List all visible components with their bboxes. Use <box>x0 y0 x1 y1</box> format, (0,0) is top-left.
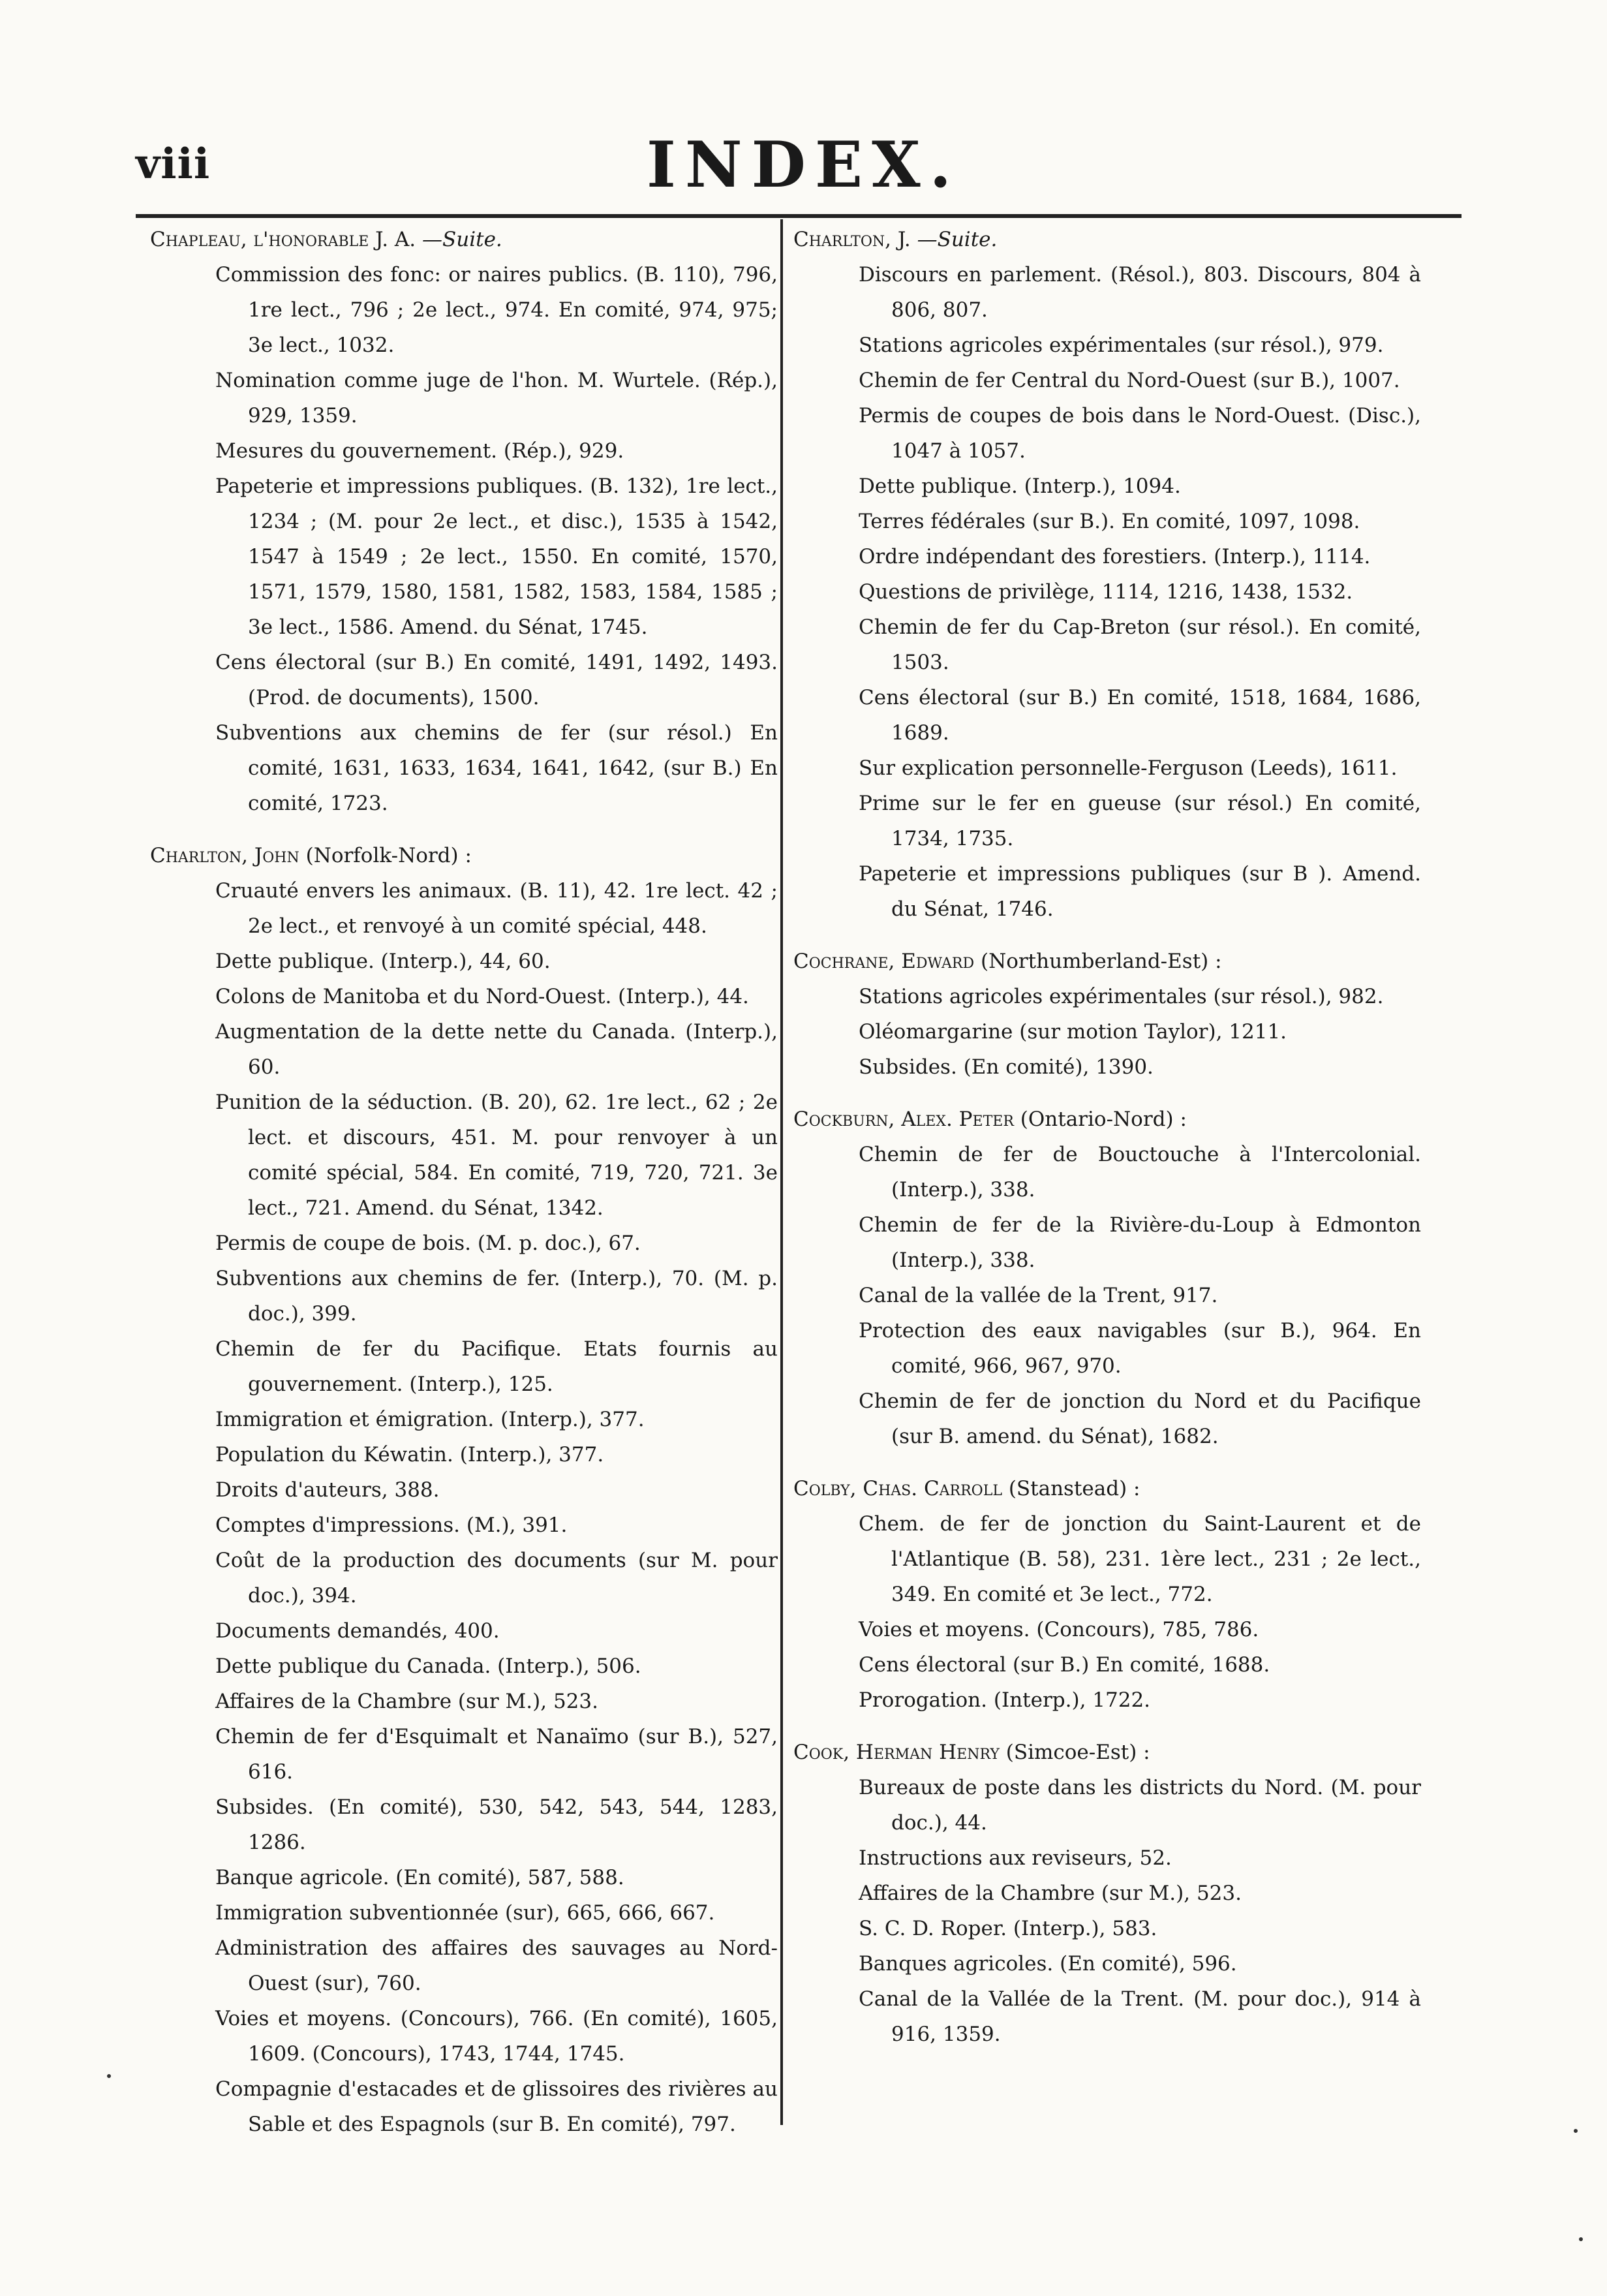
entry-reference: Augmentation de la dette nette du Canada. (Interp.), 60. <box>215 1020 778 1079</box>
entry-reference: Punition de la séduction. (B. 20), 62. 1re lect., 62 ; 2e lect. et discours, 451. M. pour renvoyer à un comité spécial, 584. En comité, 719, 720, 721. 3e lect., 721. Amend. du Sénat, 1342. <box>215 1091 778 1220</box>
entry-reference: Affaires de la Chambre (sur M.), 523. <box>859 1882 1242 1905</box>
entry-reference: Immigration subventionnée (sur), 665, 666, 667. <box>215 1901 715 1925</box>
entry-reference: Compagnie d'estacades et de glissoires des rivières au Sable et des Espagnols (sur B. En comité), 797. <box>215 2077 778 2136</box>
entry-reference: Nomination comme juge de l'hon. M. Wurtele. (Rép.), 929, 1359. <box>215 369 778 427</box>
header-rule <box>136 214 1462 218</box>
entry-suffix: (Northumberland-Est) : <box>980 950 1222 973</box>
entry-name: Chapleau, l'honorable J. A. <box>150 228 416 251</box>
entry-reference: Permis de coupe de bois. (M. p. doc.), 67. <box>215 1232 641 1255</box>
index-entry <box>793 944 1421 1085</box>
entry-reference: Stations agricoles expérimentales (sur résol.), 982. <box>859 985 1384 1008</box>
entry-reference: Chemin de fer du Pacifique. Etats fournis au gouvernement. (Interp.), 125. <box>215 1337 778 1396</box>
index-entry <box>793 1102 1421 1454</box>
left-column <box>150 222 778 2159</box>
stray-mark <box>1579 2237 1583 2241</box>
page-title: INDEX. <box>647 128 960 202</box>
entry-reference: Dette publique. (Interp.), 1094. <box>859 474 1181 498</box>
entry-reference: Dette publique du Canada. (Interp.), 506. <box>215 1654 641 1678</box>
entry-reference: Chemin de fer d'Esquimalt et Nanaïmo (sur B.), 527, 616. <box>215 1725 778 1784</box>
entry-reference: Prime sur le fer en gueuse (sur résol.) En comité, 1734, 1735. <box>859 792 1421 850</box>
entry-name: Charlton, John <box>150 844 299 867</box>
entry-reference: Terres fédérales (sur B.). En comité, 1097, 1098. <box>859 510 1360 533</box>
entry-reference: Stations agricoles expérimentales (sur résol.), 979. <box>859 334 1384 357</box>
entry-reference: Affaires de la Chambre (sur M.), 523. <box>215 1690 598 1713</box>
entry-heading <box>793 222 1421 257</box>
entry-reference: Bureaux de poste dans les districts du Nord. (M. pour doc.), 44. <box>859 1776 1421 1835</box>
entry-reference: Dette publique. (Interp.), 44, 60. <box>215 950 551 973</box>
entry-reference: Sur explication personnelle-Ferguson (Leeds), 1611. <box>859 756 1398 780</box>
entry-reference: S. C. D. Roper. (Interp.), 583. <box>859 1917 1157 1940</box>
entry-reference: Immigration et émigration. (Interp.), 377. <box>215 1408 645 1431</box>
entry-reference: Chemin de fer du Cap-Breton (sur résol.). En comité, 1503. <box>859 615 1421 674</box>
entry-reference: Documents demandés, 400. <box>215 1619 500 1643</box>
entry-reference: Papeterie et impressions publiques (sur B ). Amend. du Sénat, 1746. <box>859 862 1421 921</box>
entry-name: Cockburn, Alex. Peter <box>793 1108 1014 1131</box>
entry-heading <box>793 1735 1421 1770</box>
entry-reference: Canal de la Vallée de la Trent. (M. pour doc.), 914 à 916, 1359. <box>859 1987 1421 2046</box>
stray-mark <box>1574 2129 1578 2133</box>
entry-heading <box>150 838 778 873</box>
entry-suffix: (Norfolk-Nord) : <box>305 844 472 867</box>
entry-name: Cook, Herman Henry <box>793 1741 1000 1764</box>
entry-reference: Mesures du gouvernement. (Rép.), 929. <box>215 439 624 463</box>
entry-suffix: —Suite. <box>917 228 998 251</box>
entry-suffix: (Simcoe-Est) : <box>1005 1741 1150 1764</box>
entry-reference: Population du Kéwatin. (Interp.), 377. <box>215 1443 604 1466</box>
entry-reference: Instructions aux reviseurs, 52. <box>859 1846 1172 1870</box>
entry-reference: Discours en parlement. (Résol.), 803. Discours, 804 à 806, 807. <box>859 263 1421 322</box>
entry-reference: Chemin de fer Central du Nord-Ouest (sur B.), 1007. <box>859 369 1400 392</box>
entry-reference: Canal de la vallée de la Trent, 917. <box>859 1284 1218 1307</box>
entry-reference: Chemin de fer de Bouctouche à l'Intercolonial. (Interp.), 338. <box>859 1143 1421 1202</box>
entry-reference: Cens électoral (sur B.) En comité, 1688. <box>859 1653 1270 1677</box>
entry-reference: Questions de privilège, 1114, 1216, 1438, 1532. <box>859 580 1353 604</box>
index-entry <box>793 1471 1421 1718</box>
right-column <box>793 222 1421 2069</box>
entry-reference: Papeterie et impressions publiques. (B. 132), 1re lect., 1234 ; (M. pour 2e lect., et disc.), 1535 à 1542, 1547 à 1549 ; 2e lect., 1550. En comité, 1570, 1571, 1579, 1580, 1581, 1582, 1583, 1584, 1585 ; 3e lect., 1586. Amend. du Sénat, 1745. <box>215 474 778 639</box>
entry-reference: Protection des eaux navigables (sur B.), 964. En comité, 966, 967, 970. <box>859 1319 1421 1378</box>
entry-reference: Ordre indépendant des forestiers. (Interp.), 1114. <box>859 545 1371 568</box>
index-entry <box>150 838 778 2142</box>
entry-reference: Subsides. (En comité), 530, 542, 543, 544, 1283, 1286. <box>215 1795 778 1854</box>
entry-name: Cochrane, Edward <box>793 950 975 973</box>
page-number: viii <box>136 140 211 189</box>
entry-reference: Droits d'auteurs, 388. <box>215 1478 440 1502</box>
entry-name: Charlton, J. <box>793 228 911 251</box>
entry-reference: Subventions aux chemins de fer (sur résol.) En comité, 1631, 1633, 1634, 1641, 1642, (sur B.) En comité, 1723. <box>215 721 778 815</box>
entry-reference: Comptes d'impressions. (M.), 391. <box>215 1513 568 1537</box>
entry-reference: Commission des fonc: or naires publics. (B. 110), 796, 1re lect., 796 ; 2e lect., 974. En comité, 974, 975; 3e lect., 1032. <box>215 263 778 357</box>
index-entry <box>150 222 778 821</box>
entry-reference: Administration des affaires des sauvages au Nord-Ouest (sur), 760. <box>215 1936 778 1995</box>
index-entry <box>793 222 1421 927</box>
entry-reference: Prorogation. (Interp.), 1722. <box>859 1688 1151 1712</box>
entry-reference: Cens électoral (sur B.) En comité, 1518, 1684, 1686, 1689. <box>859 686 1421 745</box>
entry-heading <box>793 944 1421 979</box>
entry-reference: Colons de Manitoba et du Nord-Ouest. (Interp.), 44. <box>215 985 749 1008</box>
stray-mark <box>107 2074 111 2078</box>
entry-suffix: (Ontario-Nord) : <box>1020 1108 1187 1131</box>
entry-reference: Subventions aux chemins de fer. (Interp.), 70. (M. p. doc.), 399. <box>215 1267 778 1326</box>
entry-reference: Subsides. (En comité), 1390. <box>859 1055 1154 1079</box>
entry-suffix: (Stanstead) : <box>1008 1477 1140 1500</box>
entry-reference: Coût de la production des documents (sur M. pour doc.), 394. <box>215 1549 778 1607</box>
entry-reference: Permis de coupes de bois dans le Nord-Ouest. (Disc.), 1047 à 1057. <box>859 404 1421 463</box>
entry-reference: Voies et moyens. (Concours), 785, 786. <box>859 1618 1259 1641</box>
column-divider <box>780 219 783 2125</box>
entry-reference: Cens électoral (sur B.) En comité, 1491, 1492, 1493. (Prod. de documents), 1500. <box>215 651 778 709</box>
entry-heading <box>150 222 778 257</box>
entry-reference: Chem. de fer de jonction du Saint-Laurent et de l'Atlantique (B. 58), 231. 1ère lect., 231 ; 2e lect., 349. En comité et 3e lect., 772. <box>859 1512 1421 1606</box>
index-entry <box>793 1735 1421 2052</box>
entry-reference: Banques agricoles. (En comité), 596. <box>859 1952 1237 1976</box>
entry-name: Colby, Chas. Carroll <box>793 1477 1002 1500</box>
entry-reference: Chemin de fer de la Rivière-du-Loup à Edmonton (Interp.), 338. <box>859 1213 1421 1272</box>
entry-heading <box>793 1102 1421 1137</box>
entry-reference: Banque agricole. (En comité), 587, 588. <box>215 1866 624 1889</box>
entry-suffix: —Suite. <box>422 228 502 251</box>
entry-reference: Chemin de fer de jonction du Nord et du Pacifique (sur B. amend. du Sénat), 1682. <box>859 1389 1421 1448</box>
entry-reference: Voies et moyens. (Concours), 766. (En comité), 1605, 1609. (Concours), 1743, 1744, 1745. <box>215 2007 778 2066</box>
entry-heading <box>793 1471 1421 1506</box>
entry-reference: Oléomargarine (sur motion Taylor), 1211. <box>859 1020 1287 1044</box>
entry-reference: Cruauté envers les animaux. (B. 11), 42. 1re lect. 42 ; 2e lect., et renvoyé à un comité spécial, 448. <box>215 879 778 938</box>
